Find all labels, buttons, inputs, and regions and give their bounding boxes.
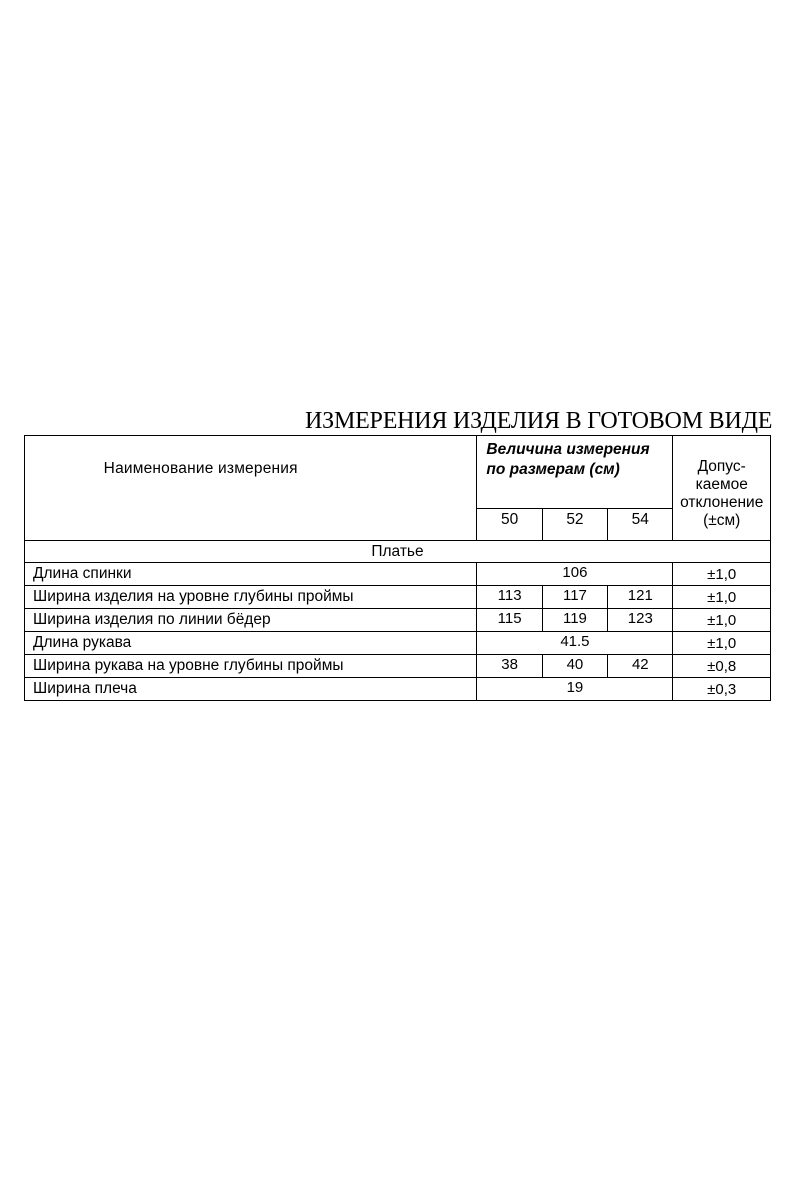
row-tolerance: ±1,0	[673, 632, 771, 655]
row-value: 40	[542, 655, 607, 678]
row-tolerance: ±0,8	[673, 655, 771, 678]
table-row	[25, 586, 771, 609]
row-value-merged: 19	[477, 678, 673, 701]
section-label: Платье	[25, 541, 771, 563]
row-tolerance: ±1,0	[673, 609, 771, 632]
row-name: Ширина изделия по линии бёдер	[25, 609, 477, 632]
size-header-54: 54	[608, 509, 673, 541]
row-name: Ширина плеча	[25, 678, 477, 701]
header-tolerance-line: каемое	[695, 476, 748, 493]
row-tolerance: ±1,0	[673, 586, 771, 609]
table-row	[25, 609, 771, 632]
row-name: Ширина изделия на уровне глубины проймы	[25, 586, 477, 609]
header-size-group-label: Величина измерения по размерам (см)	[486, 441, 650, 478]
header-name-label: Наименование измерения	[103, 460, 298, 477]
header-size-group-cell	[477, 436, 673, 509]
row-name: Длина спинки	[25, 563, 477, 586]
page-title: ИЗМЕРЕНИЯ ИЗДЕЛИЯ В ГОТОВОМ ВИДЕ	[305, 408, 773, 434]
row-name: Ширина рукава на уровне глубины проймы	[25, 655, 477, 678]
row-name: Длина рукава	[25, 632, 477, 655]
row-value: 121	[608, 586, 673, 609]
row-value-merged: 106	[477, 563, 673, 586]
measurements-table	[24, 435, 771, 701]
row-value-merged: 41.5	[477, 632, 673, 655]
table-row	[25, 563, 771, 586]
size-header-52: 52	[542, 509, 607, 541]
size-header-50: 50	[477, 509, 542, 541]
header-name-cell	[25, 436, 477, 541]
header-tolerance-line: Допус-	[697, 458, 746, 475]
row-value: 119	[542, 609, 607, 632]
row-value: 123	[608, 609, 673, 632]
header-tolerance-cell	[673, 436, 771, 541]
header-tolerance-line: (±см)	[703, 512, 741, 529]
row-value: 113	[477, 586, 542, 609]
row-tolerance: ±1,0	[673, 563, 771, 586]
row-value: 42	[608, 655, 673, 678]
row-tolerance: ±0,3	[673, 678, 771, 701]
header-row	[25, 436, 771, 509]
table-row	[25, 632, 771, 655]
table-row	[25, 655, 771, 678]
section-row	[25, 541, 771, 563]
row-value: 117	[542, 586, 607, 609]
table-row	[25, 678, 771, 701]
header-tolerance-line: отклонение	[680, 494, 764, 511]
row-value: 115	[477, 609, 542, 632]
row-value: 38	[477, 655, 542, 678]
